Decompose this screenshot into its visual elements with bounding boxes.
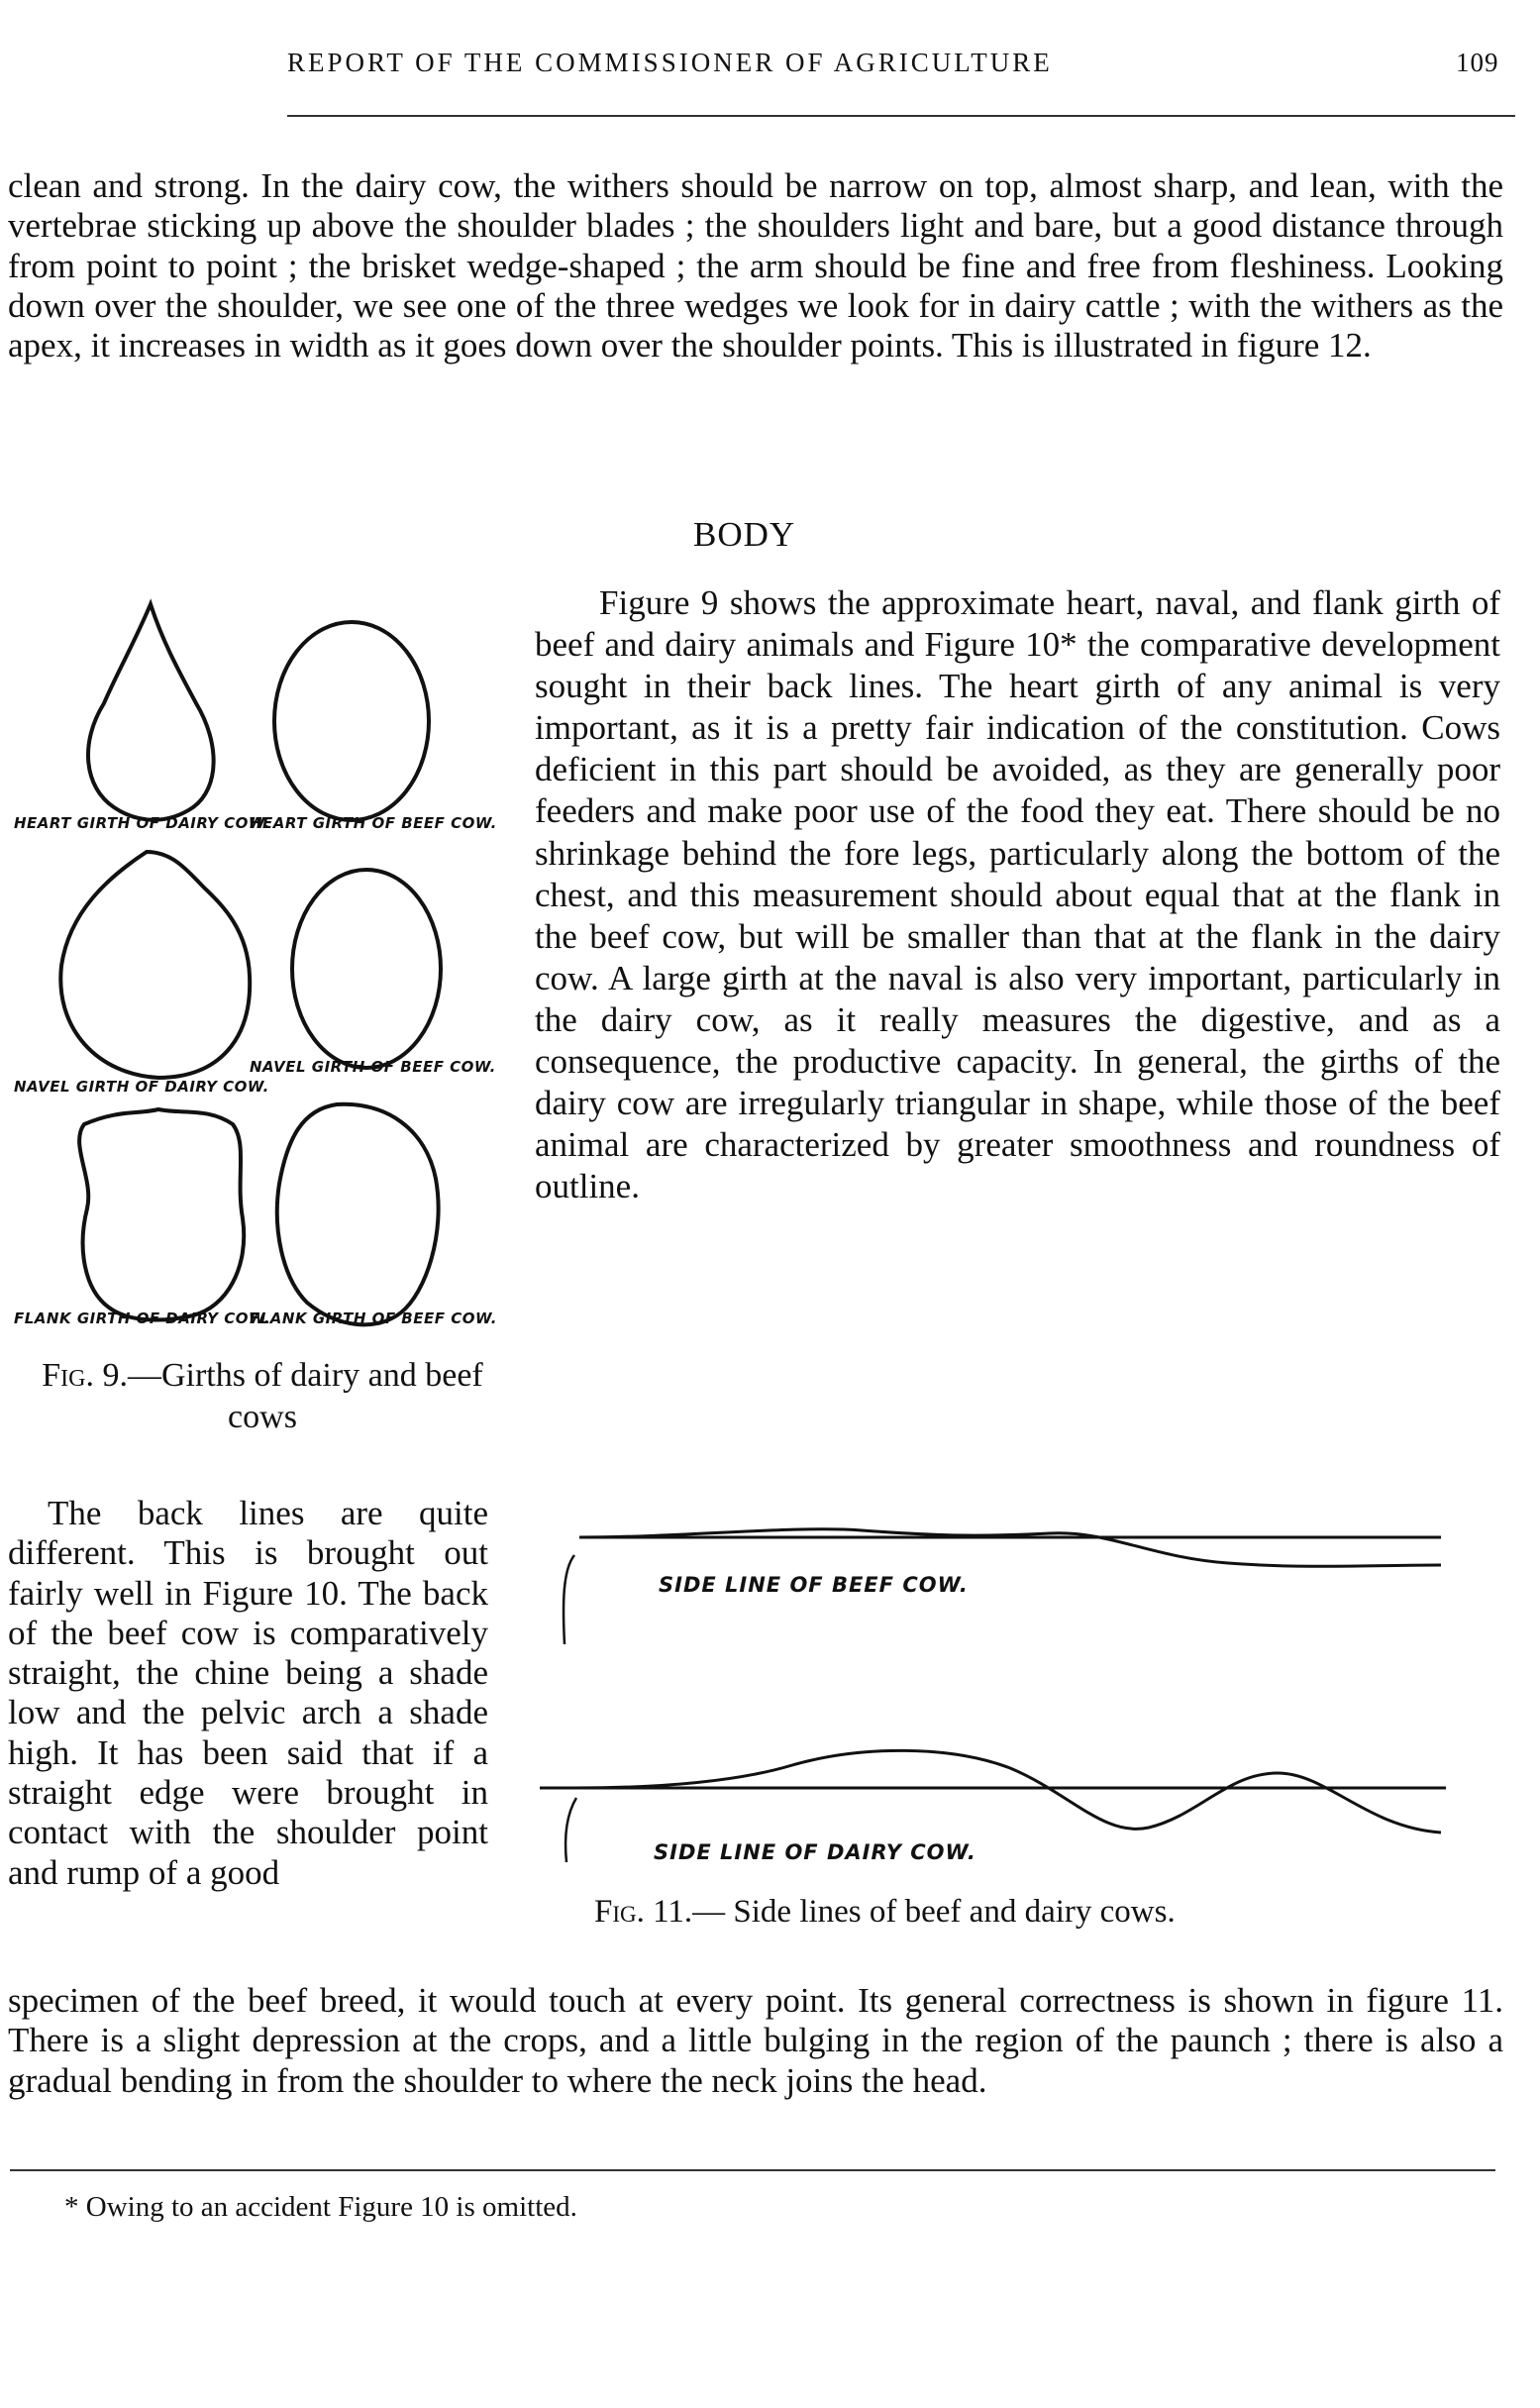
label-flank-girth-dairy: FLANK GIRTH OF DAIRY COW. — [14, 1309, 270, 1327]
figure-11-caption-prefix: Fig. 11. — [594, 1894, 693, 1930]
figure-9-caption-text: —Girths of dairy and beef cows — [127, 1357, 483, 1435]
footnote-rule — [10, 2169, 1495, 2171]
dairy-neck-curve — [565, 1798, 576, 1862]
flank-girth-beef-outline — [277, 1104, 439, 1325]
figure-11-drawing — [535, 1486, 1446, 1842]
naval-girth-dairy-outline — [60, 852, 250, 1078]
running-head-title: REPORT OF THE COMMISSIONER OF AGRICULTURE — [287, 48, 1053, 77]
label-heart-girth-dairy: HEART GIRTH OF DAIRY COW. — [14, 814, 270, 832]
label-naval-girth-dairy: NAVEL GIRTH OF DAIRY COW. — [14, 1078, 269, 1096]
label-side-line-beef: SIDE LINE OF BEEF COW. — [659, 1573, 969, 1597]
label-flank-girth-beef: FLANK GIRTH OF BEEF COW. — [250, 1309, 497, 1327]
running-head — [0, 48, 1540, 87]
figure-9-caption — [5, 1355, 520, 1438]
beef-side-line — [579, 1529, 1441, 1567]
header-rule — [287, 115, 1515, 117]
beef-neck-curve — [564, 1555, 574, 1644]
figure-9-drawing — [0, 575, 535, 1426]
figure-9-caption-prefix: Fig. 9. — [42, 1357, 128, 1394]
figure-11-caption-text: — Side lines of beef and dairy cows. — [692, 1894, 1176, 1930]
label-side-line-dairy: SIDE LINE OF DAIRY COW. — [654, 1840, 976, 1864]
heart-girth-dairy-outline — [88, 604, 214, 820]
footnote: * Owing to an accident Figure 10 is omitted. — [64, 2191, 577, 2223]
figure-11-caption — [594, 1894, 1176, 1931]
paragraph-beef-breed: specimen of the beef breed, it would touch at every point. Its general correctness is shown in figure 11. There is a slight depression at the crops, and a little bulging in the region of the paunch ; there is also a gradual bending in from the shoulder to where the neck joins the head. — [8, 1981, 1503, 2100]
heart-girth-beef-outline — [274, 622, 429, 820]
page-number: 109 — [1456, 48, 1499, 77]
paragraph-withers: clean and strong. In the dairy cow, the withers should be narrow on top, almost sharp, and lean, with the vertebrae sticking up above the shoulder blades ; the shoulders light and bare, but a good distance through from point to point ; the brisket wedge-shaped ; the arm should be fine and free from fleshiness. Looking down over the shoulder, we see one of the three wedges we look for in dairy cattle ; with the withers as the apex, it increases in width as it goes down over the shoulder points. This is illustrated in figure 12. — [8, 166, 1503, 366]
paragraph-back-lines: The back lines are quite different. This is brought out fairly well in Figure 10. The back of the beef cow is comparatively straight, the chine being a shade low and the pelvic arch a shade high. It has been said that if a straight edge were brought in contact with the shoulder point and rump of a good — [8, 1494, 488, 1892]
section-heading-body: BODY — [693, 515, 796, 554]
label-naval-girth-beef: NAVEL GIRTH OF BEEF COW. — [250, 1058, 496, 1076]
naval-girth-beef-outline — [292, 870, 441, 1068]
paragraph-body-girths: Figure 9 shows the approximate heart, naval, and flank girth of beef and dairy animals and Figure 10* the comparative development sought in their back lines. The heart girth of any animal is very important, as it is a pretty fair indication of the constitution. Cows deficient in this part should be avoided, as they are generally poor feeders and make poor use of the food they eat. There should be no shrinkage behind the fore legs, particularly along the bottom of the chest, and this measurement should about equal that at the flank in the beef cow, but will be smaller than that at the flank in the dairy cow. A large girth at the naval is also very important, particularly in the dairy cow, as it really measures the digestive, and as a consequence, the productive capacity. In general, the girths of the dairy cow are irregularly triangular in shape, while those of the beef animal are characterized by greater smoothness and roundness of outline. — [535, 583, 1500, 1206]
flank-girth-dairy-outline — [79, 1109, 244, 1320]
label-heart-girth-beef: HEART GIRTH OF BEEF COW. — [250, 814, 497, 832]
dairy-side-line — [574, 1750, 1441, 1832]
